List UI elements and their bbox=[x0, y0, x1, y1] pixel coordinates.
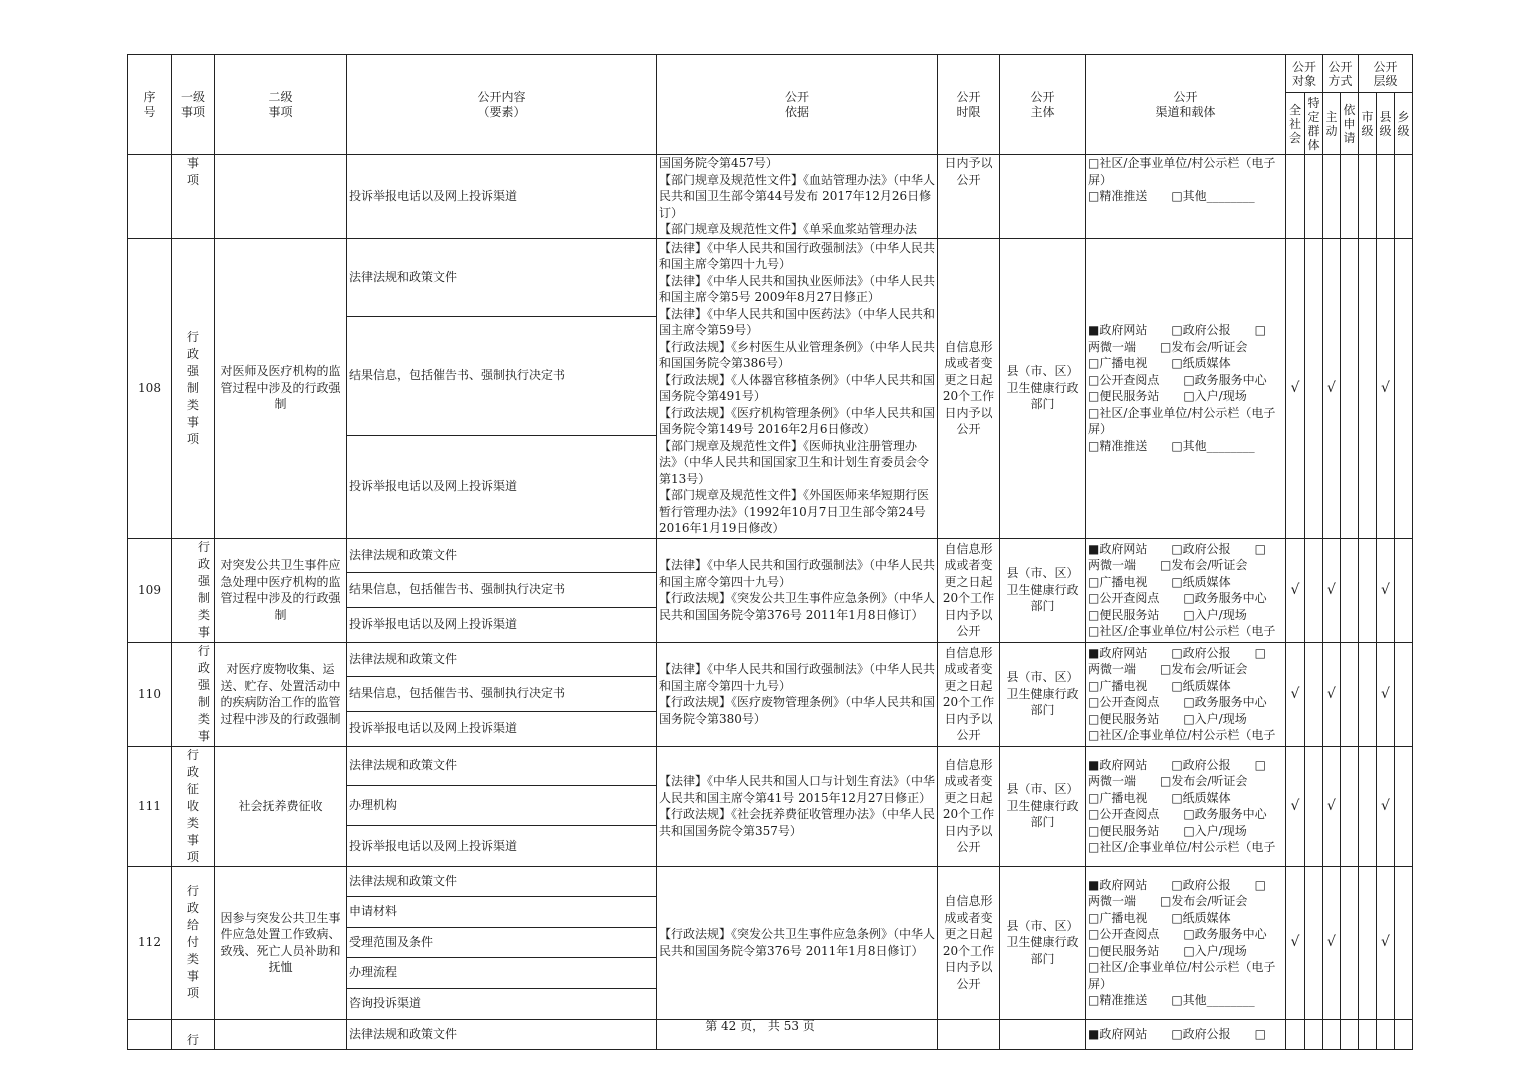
content-cell: 投诉举报电话以及网上投诉渠道 bbox=[347, 607, 657, 642]
check-active: √ bbox=[1323, 746, 1341, 866]
level1-cell: 行 政 给 付 类 事 项 bbox=[172, 866, 215, 1019]
content-cell: 法律法规和政策文件 bbox=[347, 1019, 657, 1049]
header-level-town: 乡 级 bbox=[1395, 93, 1413, 155]
header-method: 公开 方式 bbox=[1323, 55, 1359, 93]
time-cell: 自信息形 成或者变 更之日起 20个工作 日内予以 公开 bbox=[938, 538, 1000, 642]
header-method-apply: 依 申 请 bbox=[1341, 93, 1359, 155]
basis-cell: 国国务院令第457号） 【部门规章及规范性文件】《血站管理办法》（中华人民共和国卫生部令第44号发布 2017年12月26日修订） 【部门规章及规范性文件】《单采血浆站管理办法 bbox=[657, 155, 938, 239]
header-level-city: 市 级 bbox=[1359, 93, 1377, 155]
seq-cell: 112 bbox=[128, 866, 172, 1019]
header-method-active: 主 动 bbox=[1323, 93, 1341, 155]
check-county: √ bbox=[1377, 538, 1395, 642]
header-object-all: 全 社 会 bbox=[1286, 93, 1305, 155]
content-cell: 投诉举报电话以及网上投诉渠道 bbox=[347, 711, 657, 746]
check-all: √ bbox=[1286, 238, 1305, 538]
level2-cell bbox=[215, 155, 347, 239]
subject-cell: 县（市、区） 卫生健康行政 部门 bbox=[1000, 642, 1086, 746]
check-all: √ bbox=[1286, 538, 1305, 642]
table-body bbox=[127, 154, 1413, 1050]
subject-cell bbox=[1000, 155, 1086, 239]
basis-cell: 【法律】《中华人民共和国行政强制法》（中华人民共和国主席令第四十九号） 【行政法规】《突发公共卫生事件应急条例》（中华人民共和国国务院令第376号 2011年1月8日修订） bbox=[657, 538, 938, 642]
seq-cell bbox=[128, 155, 172, 239]
channel-cell: ■政府网站 □政府公报 □ 两微一端 □发布会/听证会 □广播电视 □纸质媒体 □公开查阅点 □政务服务中心 □便民服务站 □入户/现场 □社区/企事业单位/村公示栏（电子 屏） □精准推送 □其他________ bbox=[1086, 866, 1286, 1019]
content-cell: 办理机构 bbox=[347, 785, 657, 825]
time-cell: 自信息形 成或者变 更之日起 20个工作 日内予以 公开 bbox=[938, 746, 1000, 866]
basis-cell: 【法律】《中华人民共和国行政强制法》（中华人民共和国主席令第四十九号） 【法律】《中华人民共和国执业医师法》（中华人民共和国主席令第5号 2009年8月27日修正） 【法律】《中华人民共和国中医药法》（中华人民共和国主席令第59号） 【行政法规】《乡村医生从业管理条例》（中华人民共和国国务院令第386号） 【行政法规】《人体器官移植条例》（中华人民共和国国务院令第491号） 【行政法规】《医疗机构管理条例》（中华人民共和国国务院令第149号 2016年2月6日修改） 【部门规章及规范性文件】《医师执业注册管理办法》（中华人民共和国国家卫生和计划生育委员会令第13号） 【部门规章及规范性文件】《外国医师来华短期行医暂行管理办法》（1992年10月7日卫生部令第24号 2016年1月19日修改） bbox=[657, 238, 938, 538]
check-all: √ bbox=[1286, 866, 1305, 1019]
basis-cell: 【法律】《中华人民共和国人口与计划生育法》（中华人民共和国主席令第41号 2015年12月27日修正） 【行政法规】《社会抚养费征收管理办法》（中华人民共和国国务院令第357号） bbox=[657, 746, 938, 866]
basis-cell: 【行政法规】《突发公共卫生事件应急条例》（中华人民共和国国务院令第376号 2011年1月8日修订） bbox=[657, 866, 938, 1019]
table-row bbox=[128, 238, 1413, 316]
content-cell: 法律法规和政策文件 bbox=[347, 238, 657, 316]
level1-cell: 行 政 征 收 类 事 项 bbox=[172, 746, 215, 866]
content-cell: 申请材料 bbox=[347, 896, 657, 927]
header-basis: 公开 依据 bbox=[657, 55, 938, 155]
content-cell: 办理流程 bbox=[347, 957, 657, 988]
check-active: √ bbox=[1323, 238, 1341, 538]
content-cell: 法律法规和政策文件 bbox=[347, 746, 657, 785]
level1-cell: 事 项 bbox=[172, 155, 215, 239]
check-county: √ bbox=[1377, 746, 1395, 866]
content-cell: 投诉举报电话以及网上投诉渠道 bbox=[347, 826, 657, 866]
level1-cell: 行 政 强 制 类 事 bbox=[172, 642, 215, 746]
channel-cell: ■政府网站 □政府公报 □ 两微一端 □发布会/听证会 □广播电视 □纸质媒体 □公开查阅点 □政务服务中心 □便民服务站 □入户/现场 □社区/企事业单位/村公示栏（电子 bbox=[1086, 746, 1286, 866]
header-content: 公开内容 （要素） bbox=[347, 55, 657, 155]
channel-cell: ■政府网站 □政府公报 □ 两微一端 □发布会/听证会 □广播电视 □纸质媒体 □公开查阅点 □政务服务中心 □便民服务站 □入户/现场 □社区/企事业单位/村公示栏（电子 bbox=[1086, 538, 1286, 642]
time-cell: 自信息形 成或者变 更之日起 20个工作 日内予以 公开 bbox=[938, 866, 1000, 1019]
level1-cell: 行 政 强 制 类 事 bbox=[172, 538, 215, 642]
content-cell: 咨询投诉渠道 bbox=[347, 988, 657, 1019]
level2-cell: 对突发公共卫生事件应急处理中医疗机构的监管过程中涉及的行政强制 bbox=[215, 538, 347, 642]
content-cell: 法律法规和政策文件 bbox=[347, 642, 657, 676]
header-channel: 公开 渠道和载体 bbox=[1086, 55, 1286, 155]
check-county: √ bbox=[1377, 642, 1395, 746]
seq-cell: 110 bbox=[128, 642, 172, 746]
table-row bbox=[128, 538, 1413, 572]
check-active: √ bbox=[1323, 538, 1341, 642]
page-number: 第 42 页， 共 53 页 bbox=[705, 1019, 815, 1033]
level2-cell: 对医疗废物收集、运送、贮存、处置活动中的疾病防治工作的监管过程中涉及的行政强制 bbox=[215, 642, 347, 746]
time-cell: 日内予以 公开 bbox=[938, 155, 1000, 239]
channel-cell: □社区/企事业单位/村公示栏（电子 屏） □精准推送 □其他________ bbox=[1086, 155, 1286, 239]
header-time: 公开 时限 bbox=[938, 55, 1000, 155]
subject-cell: 县（市、区） 卫生健康行政 部门 bbox=[1000, 746, 1086, 866]
subject-cell: 县（市、区） 卫生健康行政 部门 bbox=[1000, 866, 1086, 1019]
seq-cell: 111 bbox=[128, 746, 172, 866]
check-active: √ bbox=[1323, 642, 1341, 746]
header-seq: 序 号 bbox=[128, 55, 172, 155]
content-cell: 结果信息，包括催告书、强制执行决定书 bbox=[347, 572, 657, 607]
check-all: √ bbox=[1286, 642, 1305, 746]
content-cell: 结果信息，包括催告书、强制执行决定书 bbox=[347, 676, 657, 711]
check-county: √ bbox=[1377, 866, 1395, 1019]
subject-cell: 县（市、区） 卫生健康行政 部门 bbox=[1000, 538, 1086, 642]
table-row bbox=[128, 746, 1413, 785]
seq-cell: 109 bbox=[128, 538, 172, 642]
header-object-specific: 特 定 群 体 bbox=[1305, 93, 1323, 155]
content-cell: 结果信息，包括催告书、强制执行决定书 bbox=[347, 316, 657, 435]
channel-cell: ■政府网站 □政府公报 □ 两微一端 □发布会/听证会 □广播电视 □纸质媒体 □公开查阅点 □政务服务中心 □便民服务站 □入户/现场 □社区/企事业单位/村公示栏（电子 bbox=[1086, 642, 1286, 746]
time-cell: 自信息形 成或者变 更之日起 20个工作 日内予以 公开 bbox=[938, 642, 1000, 746]
content-cell: 投诉举报电话以及网上投诉渠道 bbox=[347, 435, 657, 538]
channel-cell: ■政府网站 □政府公报 □ 两微一端 □发布会/听证会 □广播电视 □纸质媒体 □公开查阅点 □政务服务中心 □便民服务站 □入户/现场 □社区/企事业单位/村公示栏（电子 屏） □精准推送 □其他________ bbox=[1086, 238, 1286, 538]
check-all: √ bbox=[1286, 746, 1305, 866]
time-cell: 自信息形 成或者变 更之日起 20个工作 日内予以 公开 bbox=[938, 238, 1000, 538]
check-county: √ bbox=[1377, 238, 1395, 538]
header-level-county: 县 级 bbox=[1377, 93, 1395, 155]
level2-cell: 因参与突发公共卫生事件应急处置工作致病、致残、死亡人员补助和抚恤 bbox=[215, 866, 347, 1019]
content-cell: 法律法规和政策文件 bbox=[347, 538, 657, 572]
table-row bbox=[128, 155, 1413, 239]
level1-cell: 行 bbox=[172, 1019, 215, 1049]
header-level1: 一级 事项 bbox=[172, 55, 215, 155]
level2-cell: 对医师及医疗机构的监管过程中涉及的行政强制 bbox=[215, 238, 347, 538]
table-row bbox=[128, 866, 1413, 896]
header-subject: 公开 主体 bbox=[1000, 55, 1086, 155]
header-level: 公开 层级 bbox=[1359, 55, 1413, 93]
table-header bbox=[127, 54, 1413, 155]
table-row bbox=[128, 642, 1413, 676]
header-object: 公开 对象 bbox=[1286, 55, 1323, 93]
header-level2: 二级 事项 bbox=[215, 55, 347, 155]
seq-cell: 108 bbox=[128, 238, 172, 538]
check-active: √ bbox=[1323, 866, 1341, 1019]
level2-cell: 社会抚养费征收 bbox=[215, 746, 347, 866]
level1-cell: 行 政 强 制 类 事 项 bbox=[172, 238, 215, 538]
content-cell: 法律法规和政策文件 bbox=[347, 866, 657, 896]
content-cell: 投诉举报电话以及网上投诉渠道 bbox=[347, 155, 657, 239]
subject-cell: 县（市、区） 卫生健康行政 部门 bbox=[1000, 238, 1086, 538]
channel-cell: ■政府网站 □政府公报 □ bbox=[1086, 1019, 1286, 1049]
content-cell: 受理范围及条件 bbox=[347, 927, 657, 957]
basis-cell: 【法律】《中华人民共和国行政强制法》（中华人民共和国主席令第四十九号） 【行政法规】《医疗废物管理条例》（中华人民共和国国务院令第380号） bbox=[657, 642, 938, 746]
